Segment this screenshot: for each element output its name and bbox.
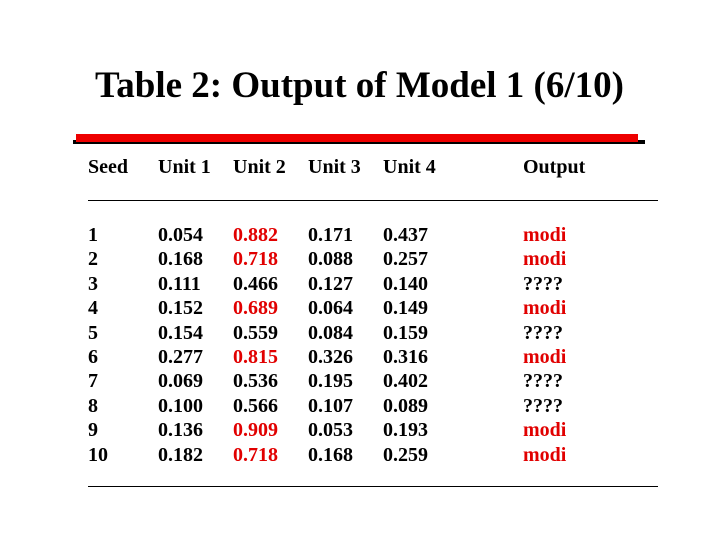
cell-output: modi: [523, 224, 567, 246]
header-rule: [88, 200, 658, 201]
cell-unit1: 0.054: [158, 224, 203, 246]
cell-output: modi: [523, 297, 567, 320]
cell-unit3: 0.171: [308, 224, 353, 246]
cell-unit4: 0.316: [383, 346, 428, 368]
cell-unit4: 0.089: [383, 394, 428, 417]
table-row: [0, 443, 719, 467]
cell-output: ????: [523, 394, 563, 417]
cell-unit1: 0.182: [158, 443, 203, 466]
column-header-unit2: Unit 2: [233, 156, 286, 178]
slide-title: Table 2: Output of Model 1 (6/10): [95, 65, 624, 106]
table-row: [0, 247, 719, 271]
cell-unit4: 0.140: [383, 272, 428, 295]
column-header-unit4: Unit 4: [383, 156, 436, 178]
column-header-unit3: Unit 3: [308, 156, 361, 178]
cell-unit4: 0.437: [383, 224, 428, 246]
cell-seed: 2: [88, 248, 98, 271]
cell-seed: 7: [88, 370, 98, 393]
cell-unit2: 0.909: [233, 419, 278, 442]
cell-unit4: 0.259: [383, 443, 428, 466]
table-row: [0, 369, 719, 393]
cell-unit3: 0.088: [308, 248, 353, 271]
cell-unit2: 0.566: [233, 394, 278, 417]
cell-unit3: 0.195: [308, 370, 353, 393]
cell-unit3: 0.064: [308, 297, 353, 320]
cell-unit3: 0.127: [308, 272, 353, 295]
cell-output: modi: [523, 346, 567, 368]
table-row: [0, 418, 719, 442]
cell-unit1: 0.100: [158, 394, 203, 417]
cell-unit2: 0.559: [233, 321, 278, 344]
cell-unit4: 0.257: [383, 248, 428, 271]
cell-unit2: 0.689: [233, 297, 278, 320]
cell-output: ????: [523, 370, 563, 393]
cell-unit3: 0.107: [308, 394, 353, 417]
cell-seed: 4: [88, 297, 98, 320]
cell-unit2: 0.536: [233, 370, 278, 393]
cell-unit2: 0.718: [233, 443, 278, 466]
cell-output: modi: [523, 248, 567, 271]
table-header-row: [0, 155, 719, 179]
cell-unit1: 0.277: [158, 346, 203, 368]
cell-unit1: 0.136: [158, 419, 203, 442]
cell-seed: 3: [88, 272, 98, 295]
table-row: [0, 223, 719, 247]
cell-unit4: 0.159: [383, 321, 428, 344]
table-row: [0, 321, 719, 345]
cell-unit1: 0.168: [158, 248, 203, 271]
cell-unit1: 0.154: [158, 321, 203, 344]
cell-unit3: 0.084: [308, 321, 353, 344]
cell-output: modi: [523, 419, 567, 442]
cell-seed: 10: [88, 443, 108, 466]
cell-output: modi: [523, 443, 567, 466]
table-row: [0, 394, 719, 418]
cell-unit2: 0.815: [233, 346, 278, 368]
table-row: [0, 272, 719, 296]
cell-unit3: 0.168: [308, 443, 353, 466]
column-header-seed: Seed: [88, 156, 128, 178]
cell-seed: 9: [88, 419, 98, 442]
title-underline-bar: [76, 134, 638, 142]
cell-seed: 1: [88, 224, 98, 246]
cell-seed: 6: [88, 346, 98, 368]
cell-unit2: 0.882: [233, 224, 278, 246]
bottom-rule: [88, 486, 658, 487]
cell-unit1: 0.069: [158, 370, 203, 393]
column-header-unit1: Unit 1: [158, 156, 211, 178]
cell-seed: 8: [88, 394, 98, 417]
cell-unit2: 0.718: [233, 248, 278, 271]
table-row: [0, 296, 719, 320]
column-header-output: Output: [523, 156, 586, 178]
table-row: [0, 345, 719, 369]
cell-unit4: 0.149: [383, 297, 428, 320]
cell-unit3: 0.053: [308, 419, 353, 442]
cell-output: ????: [523, 272, 563, 295]
cell-seed: 5: [88, 321, 98, 344]
cell-unit3: 0.326: [308, 346, 353, 368]
cell-unit1: 0.152: [158, 297, 203, 320]
cell-unit2: 0.466: [233, 272, 278, 295]
cell-unit4: 0.193: [383, 419, 428, 442]
cell-unit4: 0.402: [383, 370, 428, 393]
cell-unit1: 0.111: [158, 272, 201, 295]
cell-output: ????: [523, 321, 563, 344]
